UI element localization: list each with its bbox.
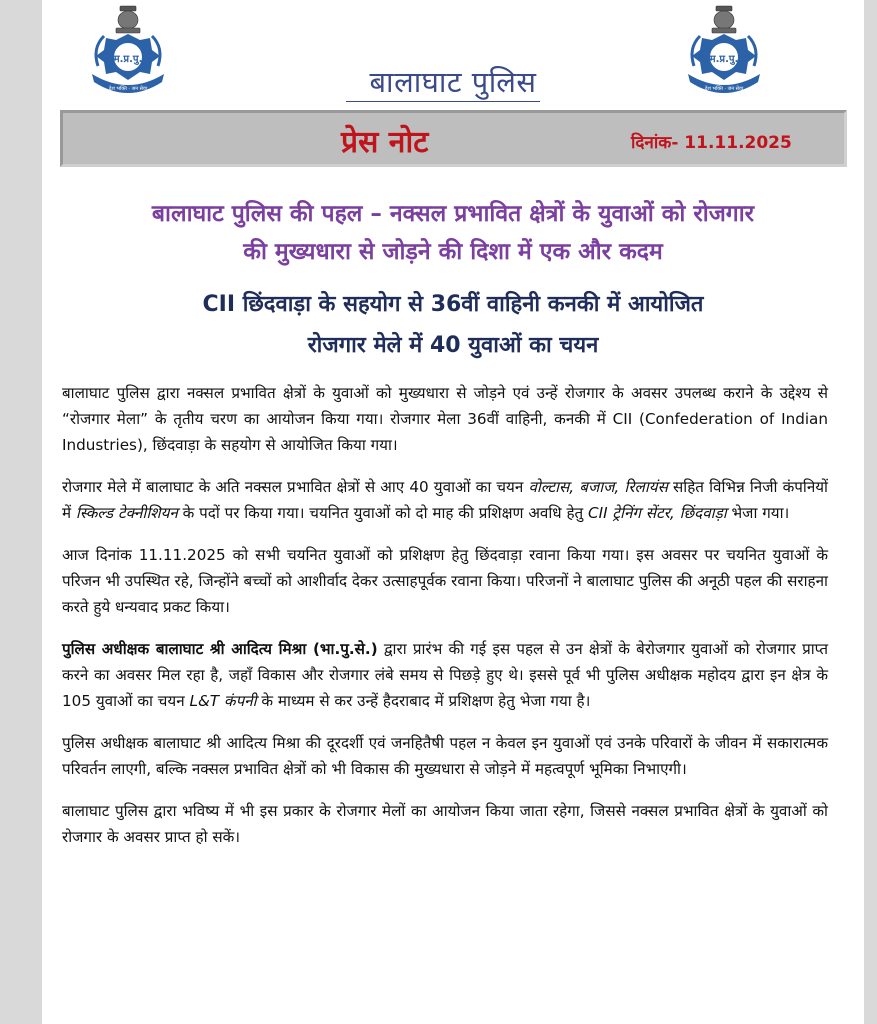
svg-text:म.प्र.पु.: म.प्र.पु.	[709, 54, 739, 65]
headline-line-2: की मुख्यधारा से जोड़ने की दिशा में एक और कदम	[243, 239, 663, 265]
svg-text:देश भक्ति · जन सेवा: देश भक्ति · जन सेवा	[704, 86, 744, 92]
svg-text:देश भक्ति · जन सेवा: देश भक्ति · जन सेवा	[108, 86, 148, 92]
subheadline-line-1: CII छिंदवाड़ा के सहयोग से 36वीं वाहिनी कनकी में आयोजित	[202, 292, 704, 317]
paragraph-2-text: रोजगार मेले में बालाघाट के अति नक्सल प्रभावित क्षेत्रों से आए 40 युवाओं का चयन	[62, 478, 529, 496]
paragraph-2-text: सहित विभिन्न निजी कंपनियों में	[62, 478, 828, 522]
paragraph-6: बालाघाट पुलिस द्वारा भविष्य में भी इस प्रकार के रोजगार मेलों का आयोजन किया जाता रहेगा, जिससे नक्सल प्रभावित क्षेत्रों के युवाओं को रोजगार के अवसर प्राप्त हो सकें।	[62, 802, 828, 846]
press-note-date: दिनांक- 11.11.2025	[631, 133, 792, 153]
press-note-page	[42, 0, 864, 1024]
paragraph-4-text: द्वारा प्रारंभ की गई इस पहल से उन क्षेत्रों के बेरोजगार युवाओं को रोजगार प्राप्त करने का अवसर मिल रहा है, जहाँ विकास और रोजगार लंबे समय से पिछड़े हुए थे। इससे पूर्व भी पुलिस अधीक्षक महोदय द्वारा इन क्षेत्र के 105 युवाओं का चयन	[62, 640, 828, 710]
training-center: CII ट्रेनिंग सेंटर, छिंदवाड़ा	[588, 504, 727, 522]
paragraph-5: पुलिस अधीक्षक बालाघाट श्री आदित्य मिश्रा की दूरदर्शी एवं जनहितैषी पहल न केवल इन युवाओं एवं उनके परिवारों के जीवन में सकारात्मक परिवर्तन लाएगी, बल्कि नक्सल प्रभावित क्षेत्रों को भी विकास की मुख्यधारा से जोड़ने में महत्वपूर्ण भूमिका निभाएगी।	[62, 734, 828, 778]
headline	[42, 195, 864, 271]
subheadline	[42, 284, 864, 366]
paragraph-2-text: के पदों पर किया गया। चयनित युवाओं को दो माह की प्रशिक्षण अवधि हेतु	[177, 504, 589, 522]
job-role: स्किल्ड टेक्नीशियन	[75, 504, 178, 522]
paragraph-2	[62, 474, 828, 526]
subheadline-line-2: रोजगार मेले में 40 युवाओं का चयन	[307, 333, 599, 358]
press-note-label: प्रेस नोट	[341, 125, 429, 160]
sp-name: पुलिस अधीक्षक बालाघाट श्री आदित्य मिश्रा (भा.पु.से.)	[62, 640, 378, 658]
svg-text:म.प्र.पु.: म.प्र.पु.	[113, 54, 143, 65]
press-note-banner	[60, 110, 847, 167]
headline-line-1: बालाघाट पुलिस की पहल – नक्सल प्रभावित क्षेत्रों के युवाओं को रोजगार	[151, 201, 755, 227]
paragraph-4	[62, 636, 828, 714]
company-names: वोल्टास, बजाज, रिलायंस	[528, 478, 668, 496]
paragraph-2-text: भेजा गया।	[726, 504, 790, 522]
org-title-underline	[346, 101, 540, 102]
org-title: बालाघाट पुलिस	[369, 65, 537, 99]
paragraph-4-text: के माध्यम से कर उन्हें हैदराबाद में प्रशिक्षण हेतु भेजा गया है।	[256, 692, 591, 710]
paragraph-3: आज दिनांक 11.11.2025 को सभी चयनित युवाओं को प्रशिक्षण हेतु छिंदवाड़ा रवाना किया गया। इस अवसर पर चयनित युवाओं के परिजन भी उपस्थित रहे, जिन्होंने बच्चों को आशीर्वाद देकर उत्साहपूर्वक रवाना किया। परिजनों ने बालाघाट पुलिस की अनूठी पहल की सराहना करते हुये धन्यवाद प्रकट किया।	[62, 546, 828, 616]
lnt-company: L&T कंपनी	[189, 692, 257, 710]
press-note-body	[62, 380, 828, 866]
paragraph-1: बालाघाट पुलिस द्वारा नक्सल प्रभावित क्षेत्रों के युवाओं को मुख्यधारा से जोड़ने एवं उन्हें रोजगार के अवसर उपलब्ध कराने के उद्देश्य से “रोजगार मेला” के तृतीय चरण का आयोजन किया गया। रोजगार मेला 36वीं वाहिनी, कनकी में CII (Confederation of Indian Industries), छिंदवाड़ा के सहयोग से आयोजित किया गया।	[62, 384, 828, 454]
